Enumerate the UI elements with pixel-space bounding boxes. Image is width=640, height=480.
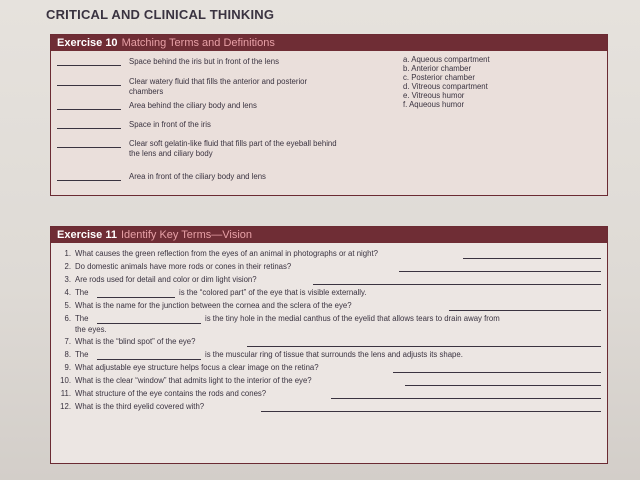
- answer-line[interactable]: [393, 372, 601, 373]
- definition-text: [129, 120, 391, 130]
- definition-line: Space in front of the iris: [129, 120, 211, 129]
- answer-line[interactable]: [247, 346, 601, 347]
- answer-blank[interactable]: [57, 65, 121, 66]
- answer-line[interactable]: [463, 258, 601, 259]
- exercise-10-subtitle: Matching Terms and Definitions: [121, 37, 275, 49]
- definition-line: Space behind the iris but in front of the lens: [129, 57, 279, 66]
- option-f: f. Aqueous humor: [403, 100, 465, 109]
- answer-line[interactable]: [405, 385, 601, 386]
- definition-line: chambers: [129, 87, 164, 96]
- question-number: 7.: [64, 337, 71, 346]
- definition-line: Clear soft gelatin-like fluid that fills part of the eyeball behind: [129, 139, 337, 148]
- question-number: 9.: [64, 363, 71, 372]
- question-text: Do domestic animals have more rods or cones in their retinas?: [75, 262, 292, 271]
- questions-area: [51, 243, 607, 463]
- definition-text: [129, 101, 391, 111]
- question-text: The: [75, 350, 89, 359]
- question-number: 1.: [64, 249, 71, 258]
- definition-text: [129, 172, 391, 182]
- answer-blank[interactable]: [57, 180, 121, 181]
- question-number: 6.: [64, 314, 71, 323]
- section-title: CRITICAL AND CLINICAL THINKING: [46, 7, 275, 22]
- exercise-11-header: [51, 227, 607, 243]
- question-text: The: [75, 314, 89, 323]
- definition-line: Area in front of the ciliary body and lens: [129, 172, 266, 181]
- exercise-10-label: Exercise 10: [57, 37, 118, 49]
- definition-text: [129, 57, 391, 67]
- question-number: 2.: [64, 262, 71, 271]
- answer-line[interactable]: [97, 359, 201, 360]
- question-number: 11.: [60, 389, 71, 398]
- option-d: d. Vitreous compartment: [403, 82, 488, 91]
- exercise-11-label: Exercise 11: [57, 229, 117, 241]
- question-number: 3.: [64, 275, 71, 284]
- option-b: b. Anterior chamber: [403, 64, 472, 73]
- question-number: 8.: [64, 350, 71, 359]
- answer-line[interactable]: [399, 271, 601, 272]
- question-number: 5.: [64, 301, 71, 310]
- answer-line[interactable]: [449, 310, 601, 311]
- question-text-after: is the tiny hole in the medial canthus of the eyelid that allows tears to drain away from: [205, 314, 500, 323]
- question-number: 4.: [64, 288, 71, 297]
- question-text: What is the “blind spot” of the eye?: [75, 337, 196, 346]
- definition-text: [129, 139, 391, 159]
- definition-line: Area behind the ciliary body and lens: [129, 101, 257, 110]
- question-text: Are rods used for detail and color or dim light vision?: [75, 275, 257, 284]
- question-text-after: is the muscular ring of tissue that surrounds the lens and adjusts its shape.: [205, 350, 463, 359]
- answer-line[interactable]: [313, 284, 601, 285]
- answer-blank[interactable]: [57, 128, 121, 129]
- answer-blank[interactable]: [57, 109, 121, 110]
- definition-text: [129, 77, 391, 97]
- question-text-after: is the “colored part” of the eye that is visible externally.: [179, 288, 367, 297]
- question-text: What structure of the eye contains the rods and cones?: [75, 389, 267, 398]
- options-list: [403, 55, 490, 109]
- option-c: c. Posterior chamber: [403, 73, 475, 82]
- answer-line[interactable]: [261, 411, 601, 412]
- question-text: The: [75, 288, 89, 297]
- exercise-10-box: [50, 34, 608, 196]
- question-text: What is the third eyelid covered with?: [75, 402, 205, 411]
- question-continuation: the eyes.: [75, 325, 107, 334]
- answer-line[interactable]: [97, 297, 175, 298]
- answer-line[interactable]: [97, 323, 201, 324]
- option-a: a. Aqueous compartment: [403, 55, 490, 64]
- matching-area: [51, 51, 607, 195]
- question-number: 12.: [60, 402, 71, 411]
- question-text: What causes the green reflection from the eyes of an animal in photographs or at night?: [75, 249, 378, 258]
- question-number: 10.: [60, 376, 71, 385]
- question-text: What is the name for the junction between the cornea and the sclera of the eye?: [75, 301, 352, 310]
- definition-line: Clear watery fluid that fills the anterior and posterior: [129, 77, 308, 86]
- definition-line: the lens and ciliary body: [129, 149, 213, 158]
- exercise-11-subtitle: Identify Key Terms—Vision: [120, 229, 252, 241]
- question-text: What adjustable eye structure helps focus a clear image on the retina?: [75, 363, 319, 372]
- exercise-10-header: [51, 35, 607, 51]
- option-e: e. Vitreous humor: [403, 91, 465, 100]
- question-text: What is the clear “window” that admits light to the interior of the eye?: [75, 376, 312, 385]
- answer-blank[interactable]: [57, 147, 121, 148]
- answer-line[interactable]: [331, 398, 601, 399]
- exercise-11-box: [50, 226, 608, 464]
- answer-blank[interactable]: [57, 85, 121, 86]
